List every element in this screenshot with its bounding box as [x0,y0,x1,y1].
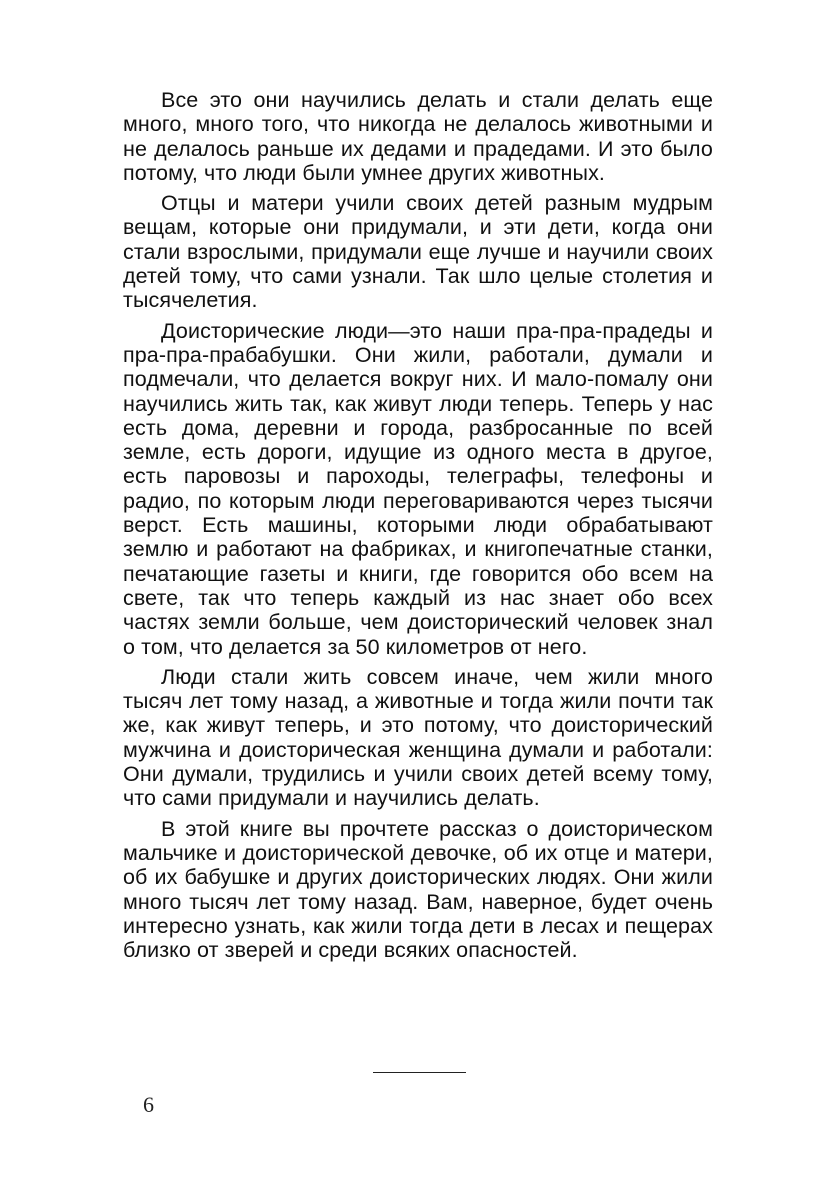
paragraph: Люди стали жить совсем иначе, чем жили много тысяч лет тому назад, а животные и тогда жили почти так же, как живут теперь, и это потому, что доисторический мужчина и доисторическая женщина думали и работали: Они думали, трудились и учили своих детей всему тому, что сами придумали и научились делать. [123,664,713,811]
body-text [123,88,713,968]
page-number: 6 [143,1092,154,1117]
paragraph: Все это они научились делать и стали делать еще много, много того, что никогда не делалось животными и не делалось раньше их дедами и прадедами. И это было потому, что люди были умнее других животных. [123,88,713,185]
paragraph: В этой книге вы прочтете рассказ о доисторическом мальчике и доисторической девочке, об их отце и матери, об их бабушке и других доисторических людях. Они жили много тысяч лет тому назад. Вам, наверное, будет очень интересно узнать, как жили тогда дети в лесах и пещерах близко от зверей и среди всяких опасностей. [123,816,713,963]
paragraph: Доисторические люди—это наши пра-пра-прадеды и пра-пра-прабабушки. Они жили, работали, думали и подмечали, что делается вокруг них. И мало-помалу они научились жить так, как живут люди теперь. Теперь у нас есть дома, деревни и города, разбросанные по всей земле, есть дороги, идущие из одного места в другое, есть паровозы и пароходы, телеграфы, телефоны и радио, по которым люди переговариваются через тысячи верст. Есть машины, которыми люди обрабатывают землю и работают на фабриках, и книгопечатные станки, печатающие газеты и книги, где говорится обо всем на свете, так что теперь каждый из нас знает обо всех частях земли больше, чем доисторический человек знал о том, что делается за 50 километров от него. [123,318,713,659]
section-divider [373,1072,466,1073]
paragraph: Отцы и матери учили своих детей разным мудрым вещам, которые они придумали, и эти дети, когда они стали взрослыми, придумали еще лучше и научили своих детей тому, что сами узнали. Так шло целые столетия и тысячелетия. [123,191,713,313]
